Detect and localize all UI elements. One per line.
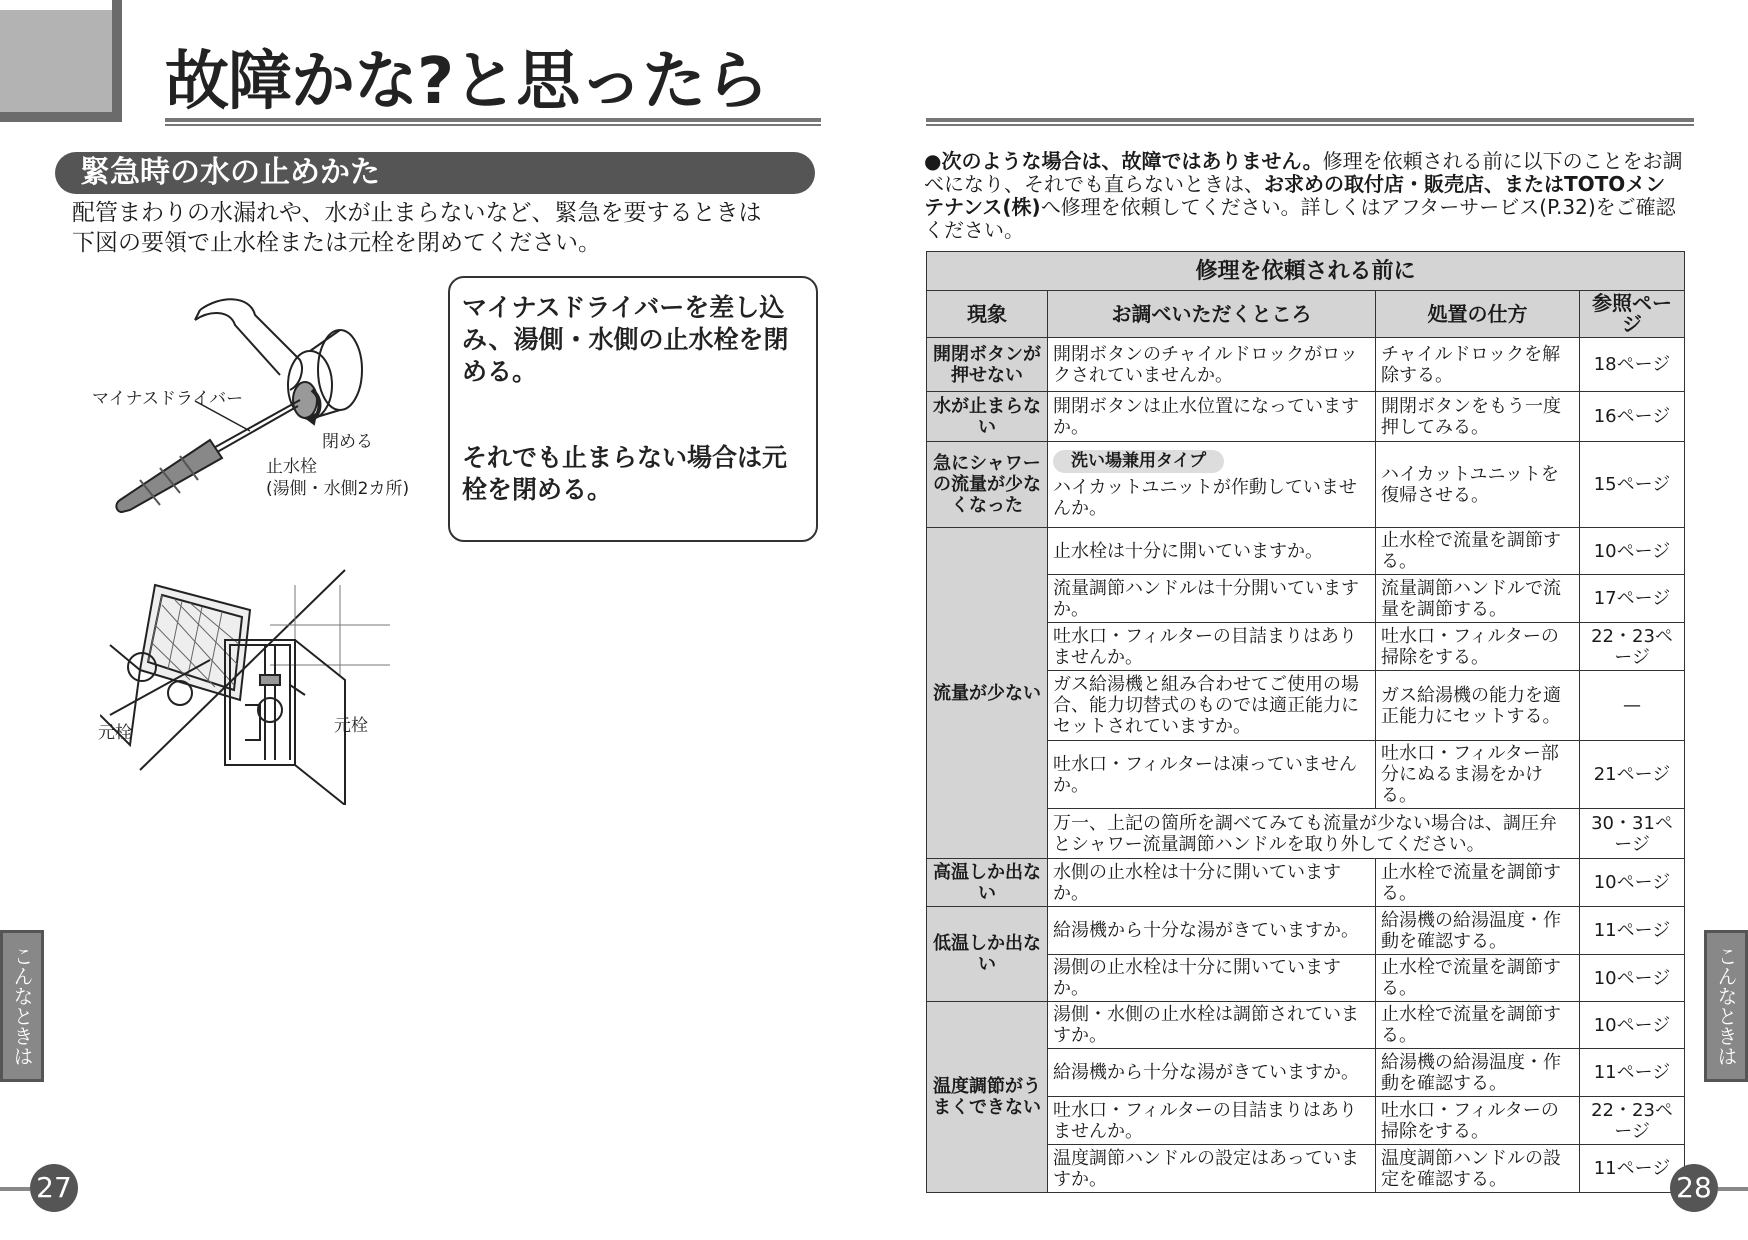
check-cell: 給湯機から十分な湯がきていますか。 <box>1048 1049 1376 1097</box>
action-cell: 止水栓で流量を調節する。 <box>1376 859 1580 907</box>
label-main-right: 元栓 <box>334 716 368 736</box>
intro-text <box>72 198 762 258</box>
table-row <box>927 338 1685 392</box>
label-valve: 止水栓 <box>266 457 317 477</box>
title-rule-right <box>926 118 1694 126</box>
note-cell: 万一、上記の箇所を調べてみても流量が少ない場合は、調圧弁とシャワー流量調節ハンドルを取り外してください。 <box>1048 809 1580 859</box>
ref-cell: 10ページ <box>1580 528 1685 575</box>
action-cell: 止水栓で流量を調節する。 <box>1376 955 1580 1002</box>
action-cell: 吐水口・フィルターの掃除をする。 <box>1376 623 1580 671</box>
notice-text <box>924 150 1684 242</box>
table-row <box>927 392 1685 442</box>
page-number-rule-right <box>1718 1187 1748 1191</box>
table-row <box>927 1002 1685 1049</box>
action-cell: 吐水口・フィルターの掃除をする。 <box>1376 1097 1580 1145</box>
check-cell: ガス給湯機と組み合わせてご使用の場合、能力切替式のものでは適正能力にセットされていますか。 <box>1048 671 1376 741</box>
symptom-cell: 高温しか出ない <box>927 859 1048 907</box>
ref-cell: 11ページ <box>1580 1145 1685 1193</box>
check-cell: 湯側の止水栓は十分に開いていますか。 <box>1048 955 1376 1002</box>
symptom-cell: 水が止まらない <box>927 392 1048 442</box>
type-tag: 洗い場兼用タイプ <box>1053 450 1224 473</box>
check-cell: 止水栓は十分に開いていますか。 <box>1048 528 1376 575</box>
check-cell: 開閉ボタンのチャイルドロックがロックされていませんか。 <box>1048 338 1376 392</box>
side-tab-left: こんなときは <box>0 930 44 1082</box>
page-number-left: 27 <box>30 1164 78 1212</box>
notice-bold-1: 次のような場合は、故障ではありません。 <box>941 149 1323 173</box>
symptom-cell: 流量が少ない <box>927 528 1048 859</box>
label-main-left: 元栓 <box>98 723 132 743</box>
ref-cell: 18ページ <box>1580 338 1685 392</box>
header-symptom: 現象 <box>927 291 1048 338</box>
section-heading: 緊急時の水の止めかた <box>55 152 815 194</box>
action-cell: ハイカットユニットを復帰させる。 <box>1376 442 1580 528</box>
ref-cell: 15ページ <box>1580 442 1685 528</box>
side-tab-right: こんなときは <box>1704 930 1748 1082</box>
ref-cell: 11ページ <box>1580 907 1685 955</box>
page-number-right: 28 <box>1670 1164 1718 1212</box>
header-action: 処置の仕方 <box>1376 291 1580 338</box>
ref-cell: 30・31ページ <box>1580 809 1685 859</box>
intro-line-2: 下図の要領で止水栓または元栓を閉めてください。 <box>72 230 601 256</box>
check-text: ハイカットユニットが作動していませんか。 <box>1053 477 1357 519</box>
leader-driver <box>190 396 270 436</box>
action-cell: ガス給湯機の能力を適正能力にセットする。 <box>1376 671 1580 741</box>
notice-text-2: へ修理を依頼してください。詳しくはアフターサービス(P.32)をご確認ください。 <box>924 195 1676 242</box>
check-cell <box>1048 442 1376 528</box>
check-cell: 湯側・水側の止水栓は調節されていますか。 <box>1048 1002 1376 1049</box>
symptom-cell: 温度調節がうまくできない <box>927 1002 1048 1193</box>
action-cell: 止水栓で流量を調節する。 <box>1376 1002 1580 1049</box>
header-ref: 参照ページ <box>1580 291 1685 338</box>
label-valve-note: (湯側・水側2カ所) <box>266 479 410 499</box>
table-row <box>927 528 1685 575</box>
header-check: お調べいただくところ <box>1048 291 1376 338</box>
table-row <box>927 442 1685 528</box>
action-cell: 開閉ボタンをもう一度押してみる。 <box>1376 392 1580 442</box>
notice-bold-2: お求めの取付店・販売店、またはTOTOメンテナンス(株) <box>924 172 1666 219</box>
ref-cell: 10ページ <box>1580 859 1685 907</box>
ref-cell: 21ページ <box>1580 741 1685 809</box>
table-row <box>927 859 1685 907</box>
symptom-cell: 低温しか出ない <box>927 907 1048 1002</box>
ref-cell: 22・23ページ <box>1580 1097 1685 1145</box>
label-close: 閉める <box>322 432 373 452</box>
action-cell: 給湯機の給湯温度・作動を確認する。 <box>1376 907 1580 955</box>
callout-step-1: マイナスドライバーを差し込み、湯側・水側の止水栓を閉める。 <box>462 293 789 386</box>
action-cell: 止水栓で流量を調節する。 <box>1376 528 1580 575</box>
ref-cell: 17ページ <box>1580 575 1685 623</box>
check-cell: 水側の止水栓は十分に開いていますか。 <box>1048 859 1376 907</box>
ref-cell: — <box>1580 671 1685 741</box>
main-valve-illustration <box>100 565 400 805</box>
action-cell: 給湯機の給湯温度・作動を確認する。 <box>1376 1049 1580 1097</box>
notice-bullet: ● <box>924 149 942 173</box>
instruction-callout <box>448 276 818 542</box>
page-number-rule-left <box>0 1187 30 1191</box>
ref-cell: 16ページ <box>1580 392 1685 442</box>
ref-cell: 10ページ <box>1580 955 1685 1002</box>
ref-cell: 10ページ <box>1580 1002 1685 1049</box>
action-cell: チャイルドロックを解除する。 <box>1376 338 1580 392</box>
symptom-cell: 開閉ボタンが押せない <box>927 338 1048 392</box>
table-caption: 修理を依頼される前に <box>927 252 1685 291</box>
check-cell: 吐水口・フィルターの目詰まりはありませんか。 <box>1048 1097 1376 1145</box>
check-cell: 給湯機から十分な湯がきていますか。 <box>1048 907 1376 955</box>
table-row <box>927 907 1685 955</box>
ref-cell: 11ページ <box>1580 1049 1685 1097</box>
troubleshooting-table <box>926 251 1685 1193</box>
intro-line-1: 配管まわりの水漏れや、水が止まらないなど、緊急を要するときは <box>72 200 762 226</box>
action-cell: 吐水口・フィルター部分にぬるま湯をかける。 <box>1376 741 1580 809</box>
label-driver: マイナスドライバー <box>92 389 244 409</box>
notice-text-1: 修理を依頼される前に以下のことをお調べになり、それでも直らないときは、 <box>924 149 1683 196</box>
check-cell: 開閉ボタンは止水位置になっていますか。 <box>1048 392 1376 442</box>
check-cell: 吐水口・フィルターの目詰まりはありませんか。 <box>1048 623 1376 671</box>
check-cell: 吐水口・フィルターは凍っていませんか。 <box>1048 741 1376 809</box>
ref-cell: 22・23ページ <box>1580 623 1685 671</box>
check-cell: 温度調節ハンドルの設定はあっていますか。 <box>1048 1145 1376 1193</box>
corner-block <box>0 0 122 122</box>
action-cell: 温度調節ハンドルの設定を確認する。 <box>1376 1145 1580 1193</box>
symptom-cell: 急にシャワーの流量が少なくなった <box>927 442 1048 528</box>
action-cell: 流量調節ハンドルで流量を調節する。 <box>1376 575 1580 623</box>
check-cell: 流量調節ハンドルは十分開いていますか。 <box>1048 575 1376 623</box>
callout-step-2: それでも止まらない場合は元栓を閉める。 <box>462 443 788 504</box>
title-rule <box>165 118 821 126</box>
page-title: 故障かな?と思ったら <box>165 45 769 119</box>
